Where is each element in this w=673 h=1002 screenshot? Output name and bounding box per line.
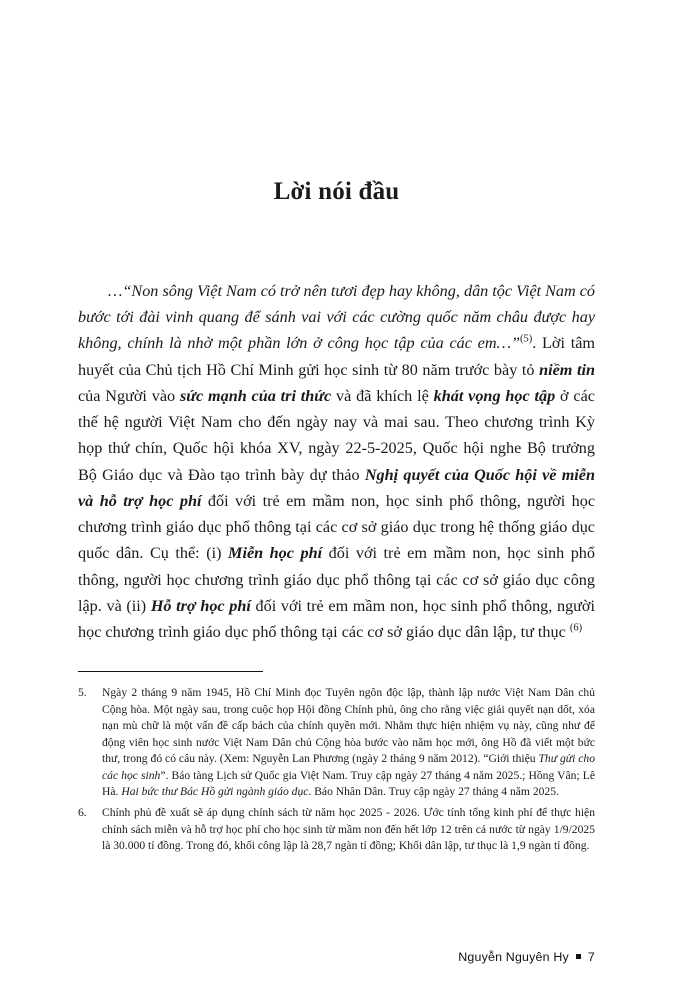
quote-text: Non sông Việt Nam có trở nên tươi đẹp hay không, dân tộc Việt Nam có bước tới đài vinh quang để sánh vai với các cường quốc năm châu được hay không, chính là nhờ một phần lớn ở công học tập của các em — [78, 282, 595, 353]
footnote-segment-1: Ngày 2 tháng 9 năm 1945, Hồ Chí Minh đọc Tuyên ngôn độc lập, thành lập nước Việt Nam Dân chủ Cộng hòa. Một ngày sau, trong cuộc họp Hội đồng Chính phủ, ông cho rằng việc giải quyết nạn dốt, xóa nạn mù chữ là một vấn đề cấp bách của chính quyền mới. Nhằm thực hiện nhiệm vụ này, cũng như để động viên học sinh nước Việt Nam Dân chủ Cộng hòa bước vào năm học mới, ông Hồ đã viết một bức thư, trong đó có câu này. (Xem: Nguyễn Lan Phương (ngày 2 tháng 9 năm 2012). “Giới thiệu — [102, 686, 595, 766]
page-footer — [78, 950, 595, 964]
emphasis-3: khát vọng học tập — [433, 386, 556, 405]
footnote-emphasis-2: Hai bức thư Bác Hồ gửi ngành giáo dục — [121, 785, 309, 798]
footnote-item — [78, 685, 595, 800]
footer-page-number: 7 — [587, 950, 595, 964]
footnote-separator — [78, 671, 263, 672]
footer-author: Nguyễn Nguyên Hy — [458, 950, 569, 964]
text-segment-2: của Người vào — [78, 386, 180, 405]
emphasis-5: Miễn học phí — [228, 544, 323, 563]
paragraph-preface — [78, 278, 595, 645]
footnote-number: 5. — [78, 686, 87, 700]
quote-open: …“ — [108, 282, 132, 300]
text-segment-1: . Lời tâm huyết của Chủ tịch Hồ Chí Minh gửi học sinh từ 80 năm trước bày tỏ — [78, 334, 595, 379]
footnote-text — [102, 805, 595, 854]
quote-close: …” — [496, 334, 520, 353]
footnote-number: 6. — [78, 806, 87, 820]
footnote-segment-3: . Báo Nhân Dân. Truy cập ngày 27 tháng 4 năm 2025. — [308, 785, 559, 798]
footnote-item — [78, 805, 595, 854]
footnote-ref-6[interactable]: (6) — [569, 622, 583, 634]
footnote-emphasis-1: Thư gửi cho các học sinh — [102, 752, 595, 782]
emphasis-1: niềm tin — [539, 360, 595, 379]
emphasis-4: Nghị quyết của Quốc hội về miễn và hỗ trợ học phí — [78, 465, 595, 510]
footnote-ref-5[interactable]: (5) — [519, 334, 533, 346]
text-segment-6: đối với trẻ em mầm non, học sinh phổ thông, người học chương trình giáo dục phổ thông tại các cơ sở giáo dục công lập. và (ii) — [78, 544, 595, 615]
emphasis-6: Hỗ trợ học phí — [150, 596, 251, 615]
footnote-segment-2: ”. Bảo tàng Lịch sử Quốc gia Việt Nam. Truy cập ngày 27 tháng 4 năm 2025.; Hồng Vân; Lê Hà. — [102, 768, 595, 798]
footnote-segment-1: Chính phủ đề xuất sẽ áp dụng chính sách từ năm học 2025 - 2026. Ước tính tổng kinh phí để thực hiện chính sách miễn và hỗ trợ học phí cho học sinh từ mầm non đến hết lớp 12 trên cả nước từ ngày 1/9/2025 là 30.000 tỉ đồng. Trong đó, khối công lập là 28,7 ngàn tỉ đồng; Khối dân lập, tư thục là 1,9 ngàn tỉ đồng. — [102, 806, 595, 853]
body-text — [78, 278, 595, 645]
text-segment-5: đối với trẻ em mầm non, học sinh phổ thông, người học chương trình giáo dục phổ thông tại các cơ sở giáo dục trong hệ thống giáo dục quốc dân. Cụ thể: (i) — [78, 491, 595, 563]
text-segment-4: ở các thế hệ người Việt Nam cho đến ngày nay và mai sau. Theo chương trình Kỳ họp thứ chín, Quốc hội khóa XV, ngày 22-5-2025, Quốc hội nghe Bộ trưởng Bộ Giáo dục và Đào tạo trình bày dự thảo — [78, 386, 595, 484]
footnotes-section — [78, 685, 595, 855]
page-title: Lời nói đầu — [273, 178, 400, 205]
footer-separator-icon — [576, 954, 581, 959]
footnote-text — [102, 685, 595, 800]
text-segment-3: và đã khích lệ — [331, 386, 434, 405]
emphasis-2: sức mạnh của tri thức — [179, 386, 332, 405]
text-segment-7: đối với trẻ em mầm non, học sinh phổ thông, người học chương trình giáo dục phổ thông tại các cơ sở giáo dục dân lập, tư thục — [78, 596, 595, 642]
